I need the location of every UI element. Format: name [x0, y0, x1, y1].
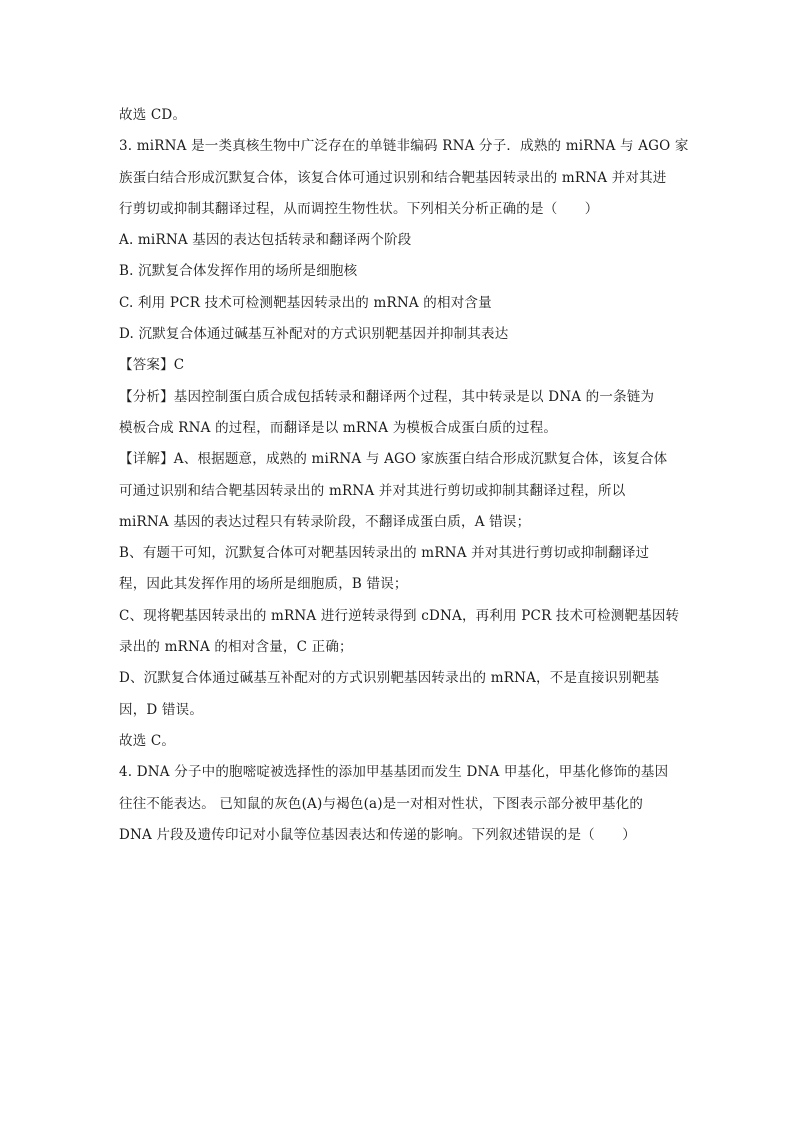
- question-3-detail-line-7: 录出的 mRNA 的相对含量，C 正确；: [119, 639, 353, 656]
- document-content: [119, 100, 689, 851]
- question-3-option-b: B. 沉默复合体发挥作用的场所是细胞核: [119, 263, 358, 280]
- question-4-stem-line-2: 往往不能表达。 已知鼠的灰色(A)与褐色(a)是一对相对性状，下图表示部分被甲基化的: [119, 795, 644, 812]
- question-3-detail-line-4: B、有题干可知，沉默复合体可对靶基因转录出的 mRNA 并对其进行剪切或抑制翻译过: [119, 545, 650, 562]
- question-3-detail-line-9: 因，D 错误。: [119, 701, 204, 718]
- question-3-detail-line-6: C、现将靶基因转录出的 mRNA 进行逆转录得到 cDNA，再利用 PCR 技术可检测靶基因转: [119, 607, 680, 624]
- question-3-analysis-line-1: 【分析】基因控制蛋白质合成包括转录和翻译两个过程，其中转录是以 DNA 的一条链为: [119, 388, 655, 405]
- question-4-stem-line-1: 4. DNA 分子中的胞嘧啶被选择性的添加甲基基团而发生 DNA 甲基化，甲基化修饰的基因: [119, 764, 669, 781]
- question-3-detail-line-1: 【详解】A、根据题意，成熟的 miRNA 与 AGO 家族蛋白结合形成沉默复合体，该复合体: [119, 451, 668, 468]
- question-3-detail-line-2: 可通过识别和结合靶基因转录出的 mRNA 并对其进行剪切或抑制其翻译过程，所以: [119, 482, 626, 499]
- question-4-stem-line-3: DNA 片段及遗传印记对小鼠等位基因表达和传递的影响。下列叙述错误的是（ ）: [119, 826, 636, 843]
- question-3-detail-line-3: miRNA 基因的表达过程只有转录阶段，不翻译成蛋白质，A 错误；: [119, 513, 531, 530]
- question-3-detail-line-5: 程，因此其发挥作用的场所是细胞质，B 错误；: [119, 576, 408, 593]
- question-3-analysis-line-2: 模板合成 RNA 的过程，而翻译是以 mRNA 为模板合成蛋白质的过程。: [119, 419, 558, 436]
- previous-answer-conclusion: 故选 CD。: [119, 107, 187, 123]
- question-3-detail-line-8: D、沉默复合体通过碱基互补配对的方式识别靶基因转录出的 mRNA，不是直接识别靶基: [119, 670, 660, 687]
- question-3-option-d: D. 沉默复合体通过碱基互补配对的方式识别靶基因并抑制其表达: [119, 326, 509, 343]
- question-3-stem-line-1: 3. miRNA 是一类真核生物中广泛存在的单链非编码 RNA 分子．成熟的 miRNA 与 AGO 家: [119, 138, 689, 155]
- question-3-option-a: A. miRNA 基因的表达包括转录和翻译两个阶段: [119, 232, 412, 249]
- question-3-answer: 【答案】C: [119, 357, 185, 374]
- question-3-conclusion: 故选 C。: [119, 732, 176, 749]
- question-3-stem-line-2: 族蛋白结合形成沉默复合体，该复合体可通过识别和结合靶基因转录出的 mRNA 并对其进: [119, 169, 667, 186]
- question-3-stem-line-3: 行剪切或抑制其翻译过程，从而调控生物性状。下列相关分析正确的是（ ）: [119, 200, 599, 217]
- question-3-option-c: C. 利用 PCR 技术可检测靶基因转录出的 mRNA 的相对含量: [119, 294, 492, 311]
